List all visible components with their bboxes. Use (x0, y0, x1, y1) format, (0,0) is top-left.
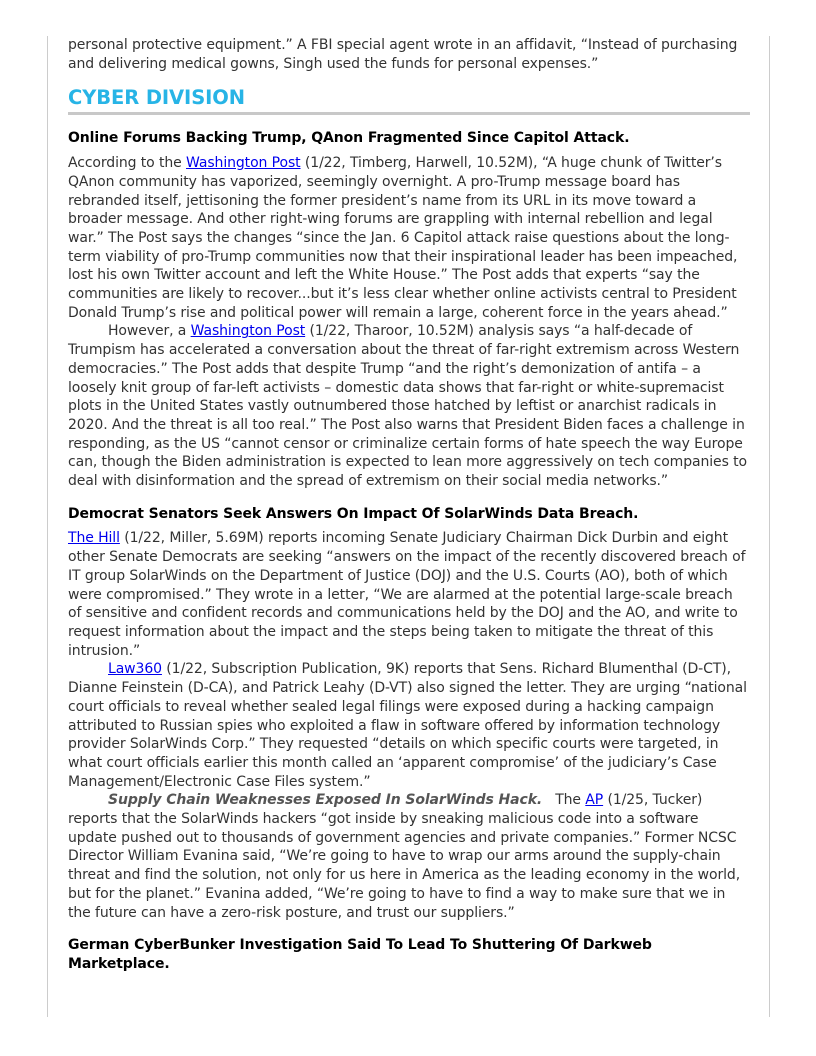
source-link[interactable]: Washington Post (186, 155, 301, 172)
text: (1/25, Tucker) reports that the SolarWinds hackers “got inside by sneaking malicious code into a software update pushed out to thousands of government agencies and private companies.” Former NCSC Director William Evanina said, “We’re going to have to wrap our arms around the supply-chain threat and find the solution, not only for us here in America as the leading economy in the world, but for the planet.” Evanina added, “We’re going to have to find a way to make sure that we in the future can have a zero-risk posture, and trust our suppliers.” (68, 792, 741, 921)
text: (1/22, Subscription Publication, 9K) reports that Sens. Richard Blumenthal (D-CT), Dianne Feinstein (D-CA), and Patrick Leahy (D-VT) also signed the letter. They are urging “national court officials to reveal whether sealed legal filings were exposed during a hacking campaign attributed to Russian spies who exploited a flaw in software offered by information technology provider SolarWinds Corp.” They requested “details on which specific courts were targeted, in what court officials earlier this month called an ‘apparent compromise’ of the judiciary’s Case Management/Electronic Case Files system.” (68, 661, 747, 790)
subheadline: Supply Chain Weaknesses Exposed In SolarWinds Hack. (108, 792, 543, 809)
source-link[interactable]: Washington Post (190, 323, 306, 340)
text: The (542, 792, 586, 809)
section-title: CYBER DIVISION (68, 85, 750, 115)
text: According to the (68, 155, 187, 172)
text: (1/22, Timberg, Harwell, 10.52M), “A huge chunk of Twitter’s QAnon community has vaporized, seemingly overnight. A pro-Trump message board has rebranded itself, jettisoning the former president’s name from its URL in its move toward a broader message. And other right-wing forums are grappling with internal rebellion and legal war.” The Post says the changes “since the Jan. 6 Capitol attack raise questions about the long-term viability of pro-Trump communities now that their inspirational leader has been impeached, lost his own Twitter account and left the White House.” The Post adds that experts “say the communities are likely to recover...but it’s less clear whether online activists central to President Donald Trump’s rise and political power will remain a large, coherent force in the years ahead.” (68, 155, 738, 321)
article-headline: German CyberBunker Investigation Said To Lead To Shuttering Of Darkweb Marketplace. (68, 937, 652, 972)
article-paragraph (68, 529, 750, 660)
text: (1/22, Tharoor, 10.52M) analysis says “a half-decade of Trumpism has accelerated a conversation about the threat of far-right extremism across Western democracies.” The Post adds that despite Trump “and the right’s demonization of antifa – a loosely knit group of far-left activists – domestic data shows that far-right or white-supremacist plots in the United States vastly outnumbered those hatched by leftist or anarchist radicals in 2020. And the threat is all too real.” The Post also warns that President Biden faces a challenge in responding, as the US “cannot censor or criminalize certain forms of hate speech the way Europe can, though the Biden administration is expected to lean more aggressively on tech companies to deal with disinformation and the spread of extremism on their social media networks.” (68, 323, 747, 490)
article-paragraph (68, 322, 750, 490)
source-link[interactable]: The Hill (68, 530, 120, 547)
document-body (68, 36, 750, 980)
article-paragraph (68, 154, 750, 322)
article-paragraph (68, 660, 750, 791)
source-link[interactable]: AP (585, 792, 604, 809)
intro-paragraph: personal protective equipment.” A FBI special agent wrote in an affidavit, “Instead of purchasing and delivering medical gowns, Singh used the funds for personal expenses.” (68, 37, 738, 72)
article-headline: Democrat Senators Seek Answers On Impact Of SolarWinds Data Breach. (68, 505, 639, 522)
text: (1/22, Miller, 5.69M) reports incoming Senate Judiciary Chairman Dick Durbin and eight other Senate Democrats are seeking “answers on the impact of the recently discovered breach of IT group SolarWinds on the Department of Justice (DOJ) and the U.S. Courts (AO), both of which were compromised.” They wrote in a letter, “We are alarmed at the potential large-scale breach of sensitive and confident records and communications held by the DOJ and the AO, and write to request information about the impact and the steps being taken to mitigate the threat of this intrusion.” (68, 530, 746, 659)
source-link[interactable]: Law360 (108, 661, 162, 678)
article-paragraph (68, 791, 750, 922)
text: However, a (108, 323, 191, 340)
article-headline: Online Forums Backing Trump, QAnon Fragmented Since Capitol Attack. (68, 130, 630, 147)
